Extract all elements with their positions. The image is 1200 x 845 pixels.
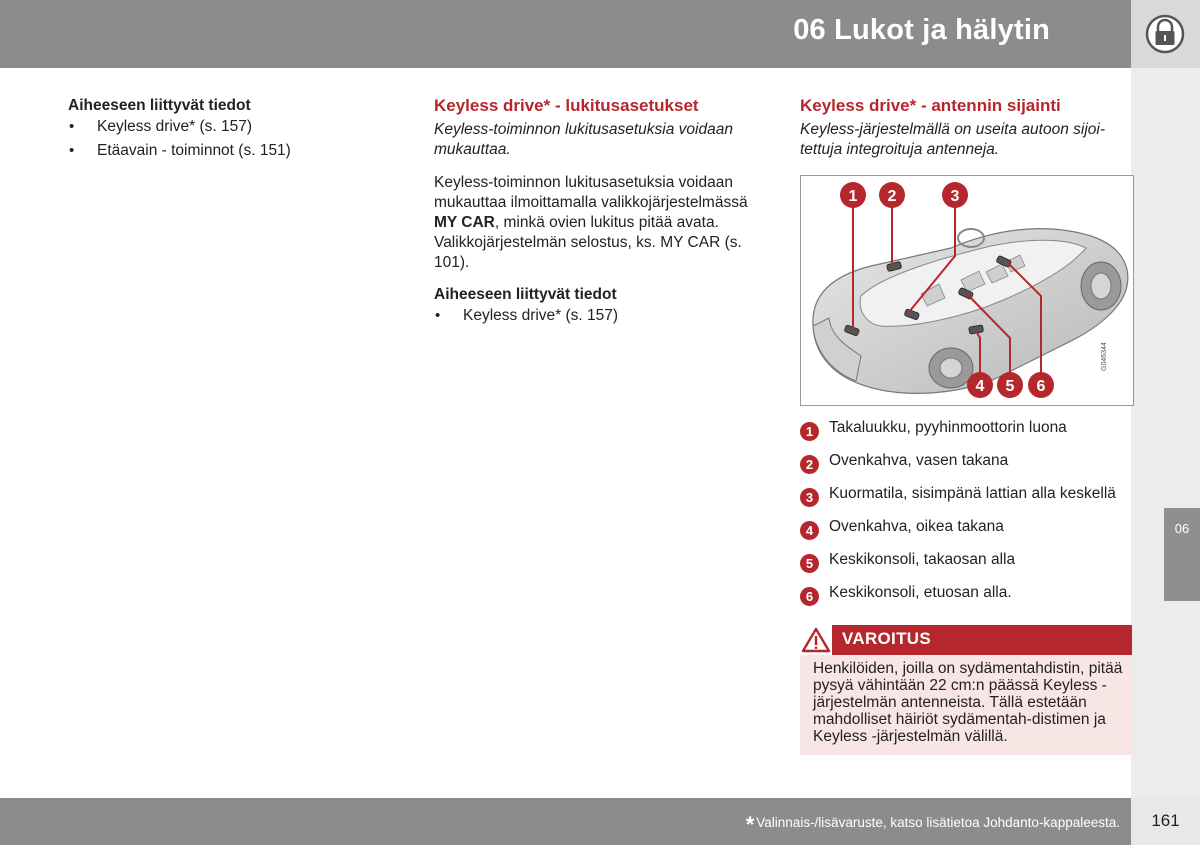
legend-text: Ovenkahva, vasen takana — [829, 452, 1009, 469]
legend-item — [800, 550, 1134, 583]
legend-text: Ovenkahva, oikea takana — [829, 518, 1004, 535]
figure-code: G046344 — [1101, 342, 1108, 371]
legend-text: Takaluukku, pyyhinmoottorin luona — [829, 419, 1067, 436]
callout-2: 2 — [887, 188, 897, 205]
callout-1: 1 — [848, 188, 858, 205]
legend-item — [800, 418, 1134, 451]
related-info-heading: Aiheeseen liittyvät tiedot — [434, 286, 617, 303]
callout-4: 4 — [975, 378, 985, 395]
related-info-list — [434, 306, 769, 326]
footnote-text: Valinnais-/lisävaruste, katso lisätietoa Johdanto-kappaleesta. — [756, 815, 1120, 830]
chapter-icon-box — [1131, 0, 1200, 68]
section-title-lock-settings: Keyless drive* - lukitusasetukset — [434, 96, 699, 115]
legend-number: 6 — [800, 587, 819, 606]
legend-number: 1 — [800, 422, 819, 441]
column-lock-settings — [434, 95, 769, 326]
legend-number: 3 — [800, 488, 819, 507]
legend-number: 2 — [800, 455, 819, 474]
footnote — [746, 812, 1120, 838]
page-footer — [0, 798, 1131, 845]
related-link-keyless-drive[interactable]: • Keyless drive* (s. 157) — [434, 306, 769, 326]
legend-item — [800, 583, 1134, 616]
section-intro: Keyless-toiminnon lukitusasetuksia voidaan mukauttaa. — [434, 121, 733, 158]
legend-number: 4 — [800, 521, 819, 540]
related-link-keyless-drive[interactable]: • Keyless drive* (s. 157) — [68, 117, 388, 137]
warning-title: VAROITUS — [842, 629, 931, 648]
page-number: 161 — [1151, 811, 1180, 830]
page-number-box — [1131, 798, 1200, 845]
antenna-legend — [800, 418, 1134, 616]
page-edge-strip — [1131, 68, 1200, 798]
warning-header — [800, 625, 1132, 655]
body-text-end: , minkä ovien lukitus pitää avata. Valikkojärjestelmän selostus, ks. MY CAR (s. 101). — [434, 214, 742, 271]
body-text-start: Keyless-toiminnon lukitusasetuksia voidaan mukauttaa ilmoittamalla valikkojärjestelmässä — [434, 174, 748, 211]
column-antenna-location — [800, 95, 1134, 616]
section-body — [434, 173, 769, 273]
legend-number: 5 — [800, 554, 819, 573]
callout-3: 3 — [950, 188, 960, 205]
warning-triangle-icon — [800, 625, 832, 655]
padlock-icon — [1131, 0, 1200, 68]
legend-text: Keskikonsoli, etuosan alla. — [829, 584, 1012, 601]
legend-item — [800, 517, 1134, 550]
legend-text: Kuormatila, sisimpänä lattian alla keskellä — [829, 485, 1116, 502]
my-car-term: MY CAR — [434, 214, 495, 231]
related-info-list — [68, 117, 388, 161]
footnote-star: * — [745, 812, 755, 837]
section-intro: Keyless-järjestelmällä on useita autoon sijoi-tettuja integroituja antenneja. — [800, 121, 1105, 158]
chapter-title: 06 Lukot ja hälytin — [793, 14, 1050, 46]
section-title-antenna-location: Keyless drive* - antennin sijainti — [800, 96, 1061, 115]
chapter-tab-label: 06 — [1174, 521, 1190, 536]
chapter-tab[interactable] — [1164, 508, 1200, 601]
related-link-remote-key[interactable]: • Etäavain - toiminnot (s. 151) — [68, 141, 388, 161]
callout-5: 5 — [1005, 378, 1015, 395]
warning-box — [800, 625, 1132, 755]
warning-icon-box — [800, 625, 832, 655]
legend-text: Keskikonsoli, takaosan alla — [829, 551, 1016, 568]
related-info-heading: Aiheeseen liittyvät tiedot — [68, 97, 251, 114]
column-related-info — [68, 96, 388, 161]
legend-item — [800, 484, 1134, 517]
legend-item — [800, 451, 1134, 484]
warning-text: Henkilöiden, joilla on sydämentahdistin, pitää pysyä vähintään 22 cm:n päässä Keyless -järjestelmän antenneista. Tällä estetään mahdolliset häiriöt sydämentah-distimen ja Keyless -järjestelmän välillä. — [813, 660, 1123, 745]
antenna-location-figure — [800, 175, 1134, 406]
callout-6: 6 — [1036, 378, 1046, 395]
car-illustration — [801, 176, 1133, 405]
page-header — [0, 0, 1131, 68]
